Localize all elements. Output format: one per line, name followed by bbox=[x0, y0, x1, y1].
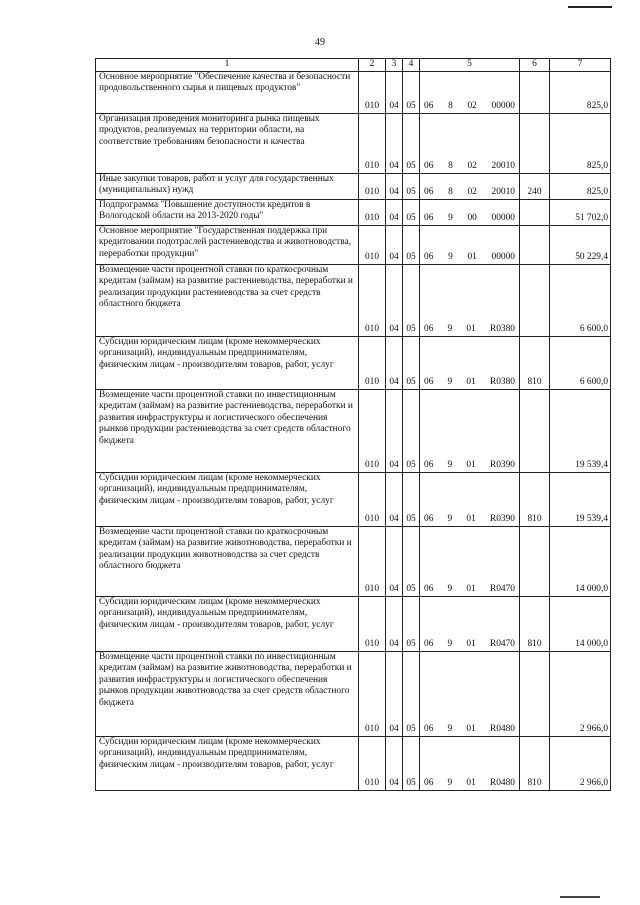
target-article-part: 9 bbox=[448, 213, 453, 223]
target-article-code bbox=[422, 377, 517, 389]
section-code-cell: 04 bbox=[386, 225, 403, 264]
expense-type-cell bbox=[520, 389, 550, 472]
target-article-cell bbox=[420, 225, 520, 264]
amount-cell: 51 702,0 bbox=[550, 199, 611, 225]
target-article-code bbox=[422, 778, 517, 790]
target-article-part: 01 bbox=[466, 460, 476, 470]
amount-cell: 50 229,4 bbox=[550, 225, 611, 264]
admin-code-cell: 010 bbox=[359, 336, 386, 389]
admin-code-cell: 010 bbox=[359, 472, 386, 526]
target-article-part: 06 bbox=[424, 101, 434, 111]
row-name-cell: Субсидии юридическим лицам (кроме некоммерческих организаций), индивидуальным предпринимателям, физическим лицам - производителям товаров, работ, услуг bbox=[96, 596, 359, 651]
target-article-cell bbox=[420, 651, 520, 736]
row-name-cell: Возмещение части процентной ставки по инвестиционным кредитам (займам) на развитие животноводства, переработки и развития инфраструктуры и логистического обеспечения рынков продукции животноводства за счет средств областного бюджета bbox=[96, 651, 359, 736]
section-code-cell: 04 bbox=[386, 264, 403, 336]
target-article-part: 06 bbox=[424, 213, 434, 223]
target-article-part: R0470 bbox=[489, 584, 515, 594]
target-article-part: 20010 bbox=[491, 161, 515, 171]
subsection-code-cell: 05 bbox=[403, 225, 420, 264]
row-name-cell: Возмещение части процентной ставки по краткосрочным кредитам (займам) на развитие животноводства, переработки и реализации продукции животноводства за счет средств областного бюджета bbox=[96, 526, 359, 596]
subsection-code-cell: 05 bbox=[403, 113, 420, 173]
target-article-part: 9 bbox=[447, 324, 453, 334]
expense-type-cell bbox=[520, 199, 550, 225]
target-article-part: 01 bbox=[466, 584, 476, 594]
table-row bbox=[96, 596, 611, 651]
amount-cell: 2 966,0 bbox=[550, 736, 611, 790]
section-code-cell: 04 bbox=[386, 526, 403, 596]
row-name-cell: Возмещение части процентной ставки по инвестиционным кредитам (займам) на развитие растениеводства, переработки и развития инфраструктуры и логистического обеспечения рынков продукции растениеводства за счет средств областного бюджета bbox=[96, 389, 359, 472]
row-name-cell: Субсидии юридическим лицам (кроме некоммерческих организаций), индивидуальным предпринимателям, физическим лицам - производителям товаров, работ, услуг bbox=[96, 736, 359, 790]
target-article-part: 9 bbox=[447, 639, 453, 649]
subsection-code-cell: 05 bbox=[403, 71, 420, 113]
target-article-part: 06 bbox=[424, 724, 434, 734]
header-cell: 1 bbox=[96, 59, 359, 72]
amount-cell: 825,0 bbox=[550, 173, 611, 199]
target-article-part: 00 bbox=[467, 213, 477, 223]
target-article-code bbox=[422, 584, 517, 596]
target-article-cell bbox=[420, 596, 520, 651]
target-article-code bbox=[422, 324, 517, 336]
target-article-part: 01 bbox=[467, 252, 477, 262]
subsection-code-cell: 05 bbox=[403, 736, 420, 790]
section-code-cell: 04 bbox=[386, 199, 403, 225]
target-article-part: 02 bbox=[467, 187, 477, 197]
expense-type-cell: 240 bbox=[520, 173, 550, 199]
expense-type-cell: 810 bbox=[520, 596, 550, 651]
target-article-part: 9 bbox=[447, 460, 453, 470]
section-code-cell: 04 bbox=[386, 596, 403, 651]
target-article-part: 20010 bbox=[491, 187, 515, 197]
target-article-cell bbox=[420, 173, 520, 199]
target-article-part: 01 bbox=[466, 377, 476, 387]
section-code-cell: 04 bbox=[386, 336, 403, 389]
target-article-part: 00000 bbox=[491, 252, 515, 262]
admin-code-cell: 010 bbox=[359, 225, 386, 264]
table-row bbox=[96, 199, 611, 225]
amount-cell: 2 966,0 bbox=[550, 651, 611, 736]
target-article-part: 01 bbox=[466, 639, 476, 649]
target-article-part: 06 bbox=[424, 460, 434, 470]
expense-type-cell: 810 bbox=[520, 736, 550, 790]
header-cell: 6 bbox=[520, 59, 550, 72]
expense-type-cell bbox=[520, 651, 550, 736]
target-article-part: 02 bbox=[467, 101, 477, 111]
amount-cell: 19 539,4 bbox=[550, 389, 611, 472]
admin-code-cell: 010 bbox=[359, 596, 386, 651]
target-article-part: 02 bbox=[467, 161, 477, 171]
row-name-cell: Подпрограмма "Повышение доступности кредитов в Вологодской области на 2013-2020 годы" bbox=[96, 199, 359, 225]
expense-type-cell bbox=[520, 225, 550, 264]
scan-mark-bottom bbox=[560, 896, 600, 898]
row-name-cell: Организация проведения мониторинга рынка пищевых продуктов, реализуемых на территории области, на соответствие требованиям безопасности и качества bbox=[96, 113, 359, 173]
target-article-part: 8 bbox=[448, 161, 453, 171]
admin-code-cell: 010 bbox=[359, 264, 386, 336]
subsection-code-cell: 05 bbox=[403, 389, 420, 472]
subsection-code-cell: 05 bbox=[403, 173, 420, 199]
target-article-part: R0390 bbox=[489, 514, 515, 524]
admin-code-cell: 010 bbox=[359, 389, 386, 472]
target-article-cell bbox=[420, 199, 520, 225]
amount-cell: 14 000,0 bbox=[550, 526, 611, 596]
target-article-cell bbox=[420, 526, 520, 596]
table-row bbox=[96, 336, 611, 389]
row-name-cell: Основное мероприятие "Обеспечение качества и безопасности продовольственного сырья и пищевых продуктов" bbox=[96, 71, 359, 113]
table-row bbox=[96, 389, 611, 472]
section-code-cell: 04 bbox=[386, 71, 403, 113]
target-article-code bbox=[422, 639, 517, 651]
target-article-code bbox=[422, 101, 517, 113]
target-article-cell bbox=[420, 389, 520, 472]
subsection-code-cell: 05 bbox=[403, 336, 420, 389]
target-article-part: R0380 bbox=[489, 377, 515, 387]
target-article-part: 01 bbox=[466, 778, 476, 788]
amount-cell: 14 000,0 bbox=[550, 596, 611, 651]
table-row bbox=[96, 526, 611, 596]
target-article-part: 9 bbox=[447, 377, 453, 387]
target-article-part: 06 bbox=[424, 252, 434, 262]
admin-code-cell: 010 bbox=[359, 199, 386, 225]
subsection-code-cell: 05 bbox=[403, 199, 420, 225]
row-name-cell: Субсидии юридическим лицам (кроме некоммерческих организаций), индивидуальным предпринимателям, физическим лицам - производителям товаров, работ, услуг bbox=[96, 336, 359, 389]
target-article-code bbox=[422, 252, 517, 264]
admin-code-cell: 010 bbox=[359, 71, 386, 113]
target-article-part: 9 bbox=[447, 778, 453, 788]
target-article-code bbox=[422, 460, 517, 472]
expense-type-cell bbox=[520, 113, 550, 173]
section-code-cell: 04 bbox=[386, 113, 403, 173]
subsection-code-cell: 05 bbox=[403, 526, 420, 596]
target-article-part: 01 bbox=[466, 324, 476, 334]
row-name-cell: Возмещение части процентной ставки по краткосрочным кредитам (займам) на развитие растениеводства, переработки и реализации продукции растениеводства за счет средств областного бюджета bbox=[96, 264, 359, 336]
target-article-part: 06 bbox=[424, 377, 434, 387]
amount-cell: 825,0 bbox=[550, 113, 611, 173]
table-row bbox=[96, 472, 611, 526]
target-article-part: 06 bbox=[424, 778, 434, 788]
admin-code-cell: 010 bbox=[359, 651, 386, 736]
row-name-cell: Основное мероприятие "Государственная поддержка при кредитовании подотраслей растениеводства и животноводства, переработки продукции" bbox=[96, 225, 359, 264]
subsection-code-cell: 05 bbox=[403, 472, 420, 526]
table-row bbox=[96, 113, 611, 173]
header-cell: 4 bbox=[403, 59, 420, 72]
target-article-part: 9 bbox=[448, 252, 453, 262]
section-code-cell: 04 bbox=[386, 472, 403, 526]
subsection-code-cell: 05 bbox=[403, 651, 420, 736]
target-article-cell bbox=[420, 472, 520, 526]
table-row bbox=[96, 651, 611, 736]
expense-type-cell bbox=[520, 264, 550, 336]
target-article-part: 06 bbox=[424, 324, 434, 334]
target-article-part: 9 bbox=[447, 724, 453, 734]
header-cell: 2 bbox=[359, 59, 386, 72]
target-article-cell bbox=[420, 736, 520, 790]
admin-code-cell: 010 bbox=[359, 736, 386, 790]
target-article-part: R0380 bbox=[489, 324, 515, 334]
amount-cell: 19 539,4 bbox=[550, 472, 611, 526]
target-article-part: 06 bbox=[424, 584, 434, 594]
amount-cell: 825,0 bbox=[550, 71, 611, 113]
target-article-part: 00000 bbox=[491, 101, 515, 111]
target-article-part: 01 bbox=[466, 724, 476, 734]
target-article-code bbox=[422, 213, 517, 225]
admin-code-cell: 010 bbox=[359, 173, 386, 199]
target-article-code bbox=[422, 161, 517, 173]
table-header-row bbox=[96, 59, 611, 72]
target-article-part: R0480 bbox=[489, 724, 515, 734]
target-article-part: R0390 bbox=[489, 460, 515, 470]
budget-table bbox=[95, 58, 611, 791]
target-article-part: 01 bbox=[466, 514, 476, 524]
header-cell: 5 bbox=[420, 59, 520, 72]
target-article-cell bbox=[420, 113, 520, 173]
target-article-part: 00000 bbox=[491, 213, 515, 223]
target-article-part: 8 bbox=[448, 187, 453, 197]
target-article-part: 06 bbox=[424, 161, 434, 171]
header-cell: 7 bbox=[550, 59, 611, 72]
table-row bbox=[96, 173, 611, 199]
row-name-cell: Субсидии юридическим лицам (кроме некоммерческих организаций), индивидуальным предпринимателям, физическим лицам - производителям товаров, работ, услуг bbox=[96, 472, 359, 526]
subsection-code-cell: 05 bbox=[403, 264, 420, 336]
table-row bbox=[96, 736, 611, 790]
table-row bbox=[96, 225, 611, 264]
target-article-part: 06 bbox=[424, 639, 434, 649]
section-code-cell: 04 bbox=[386, 389, 403, 472]
section-code-cell: 04 bbox=[386, 651, 403, 736]
table-row bbox=[96, 71, 611, 113]
target-article-part: R0480 bbox=[489, 778, 515, 788]
target-article-code bbox=[422, 724, 517, 736]
section-code-cell: 04 bbox=[386, 173, 403, 199]
target-article-cell bbox=[420, 336, 520, 389]
target-article-part: 9 bbox=[447, 584, 453, 594]
table-row bbox=[96, 264, 611, 336]
target-article-code bbox=[422, 187, 517, 199]
expense-type-cell bbox=[520, 526, 550, 596]
amount-cell: 6 600,0 bbox=[550, 336, 611, 389]
target-article-part: R0470 bbox=[489, 639, 515, 649]
row-name-cell: Иные закупки товаров, работ и услуг для государственных (муниципальных) нужд bbox=[96, 173, 359, 199]
expense-type-cell: 810 bbox=[520, 336, 550, 389]
expense-type-cell: 810 bbox=[520, 472, 550, 526]
section-code-cell: 04 bbox=[386, 736, 403, 790]
page-number: 49 bbox=[315, 37, 325, 48]
target-article-part: 06 bbox=[424, 514, 434, 524]
target-article-part: 9 bbox=[447, 514, 453, 524]
target-article-part: 8 bbox=[448, 101, 453, 111]
subsection-code-cell: 05 bbox=[403, 596, 420, 651]
target-article-cell bbox=[420, 71, 520, 113]
target-article-part: 06 bbox=[424, 187, 434, 197]
target-article-code bbox=[422, 514, 517, 526]
admin-code-cell: 010 bbox=[359, 526, 386, 596]
admin-code-cell: 010 bbox=[359, 113, 386, 173]
header-cell: 3 bbox=[386, 59, 403, 72]
scan-mark-top bbox=[568, 6, 612, 8]
expense-type-cell bbox=[520, 71, 550, 113]
amount-cell: 6 600,0 bbox=[550, 264, 611, 336]
target-article-cell bbox=[420, 264, 520, 336]
